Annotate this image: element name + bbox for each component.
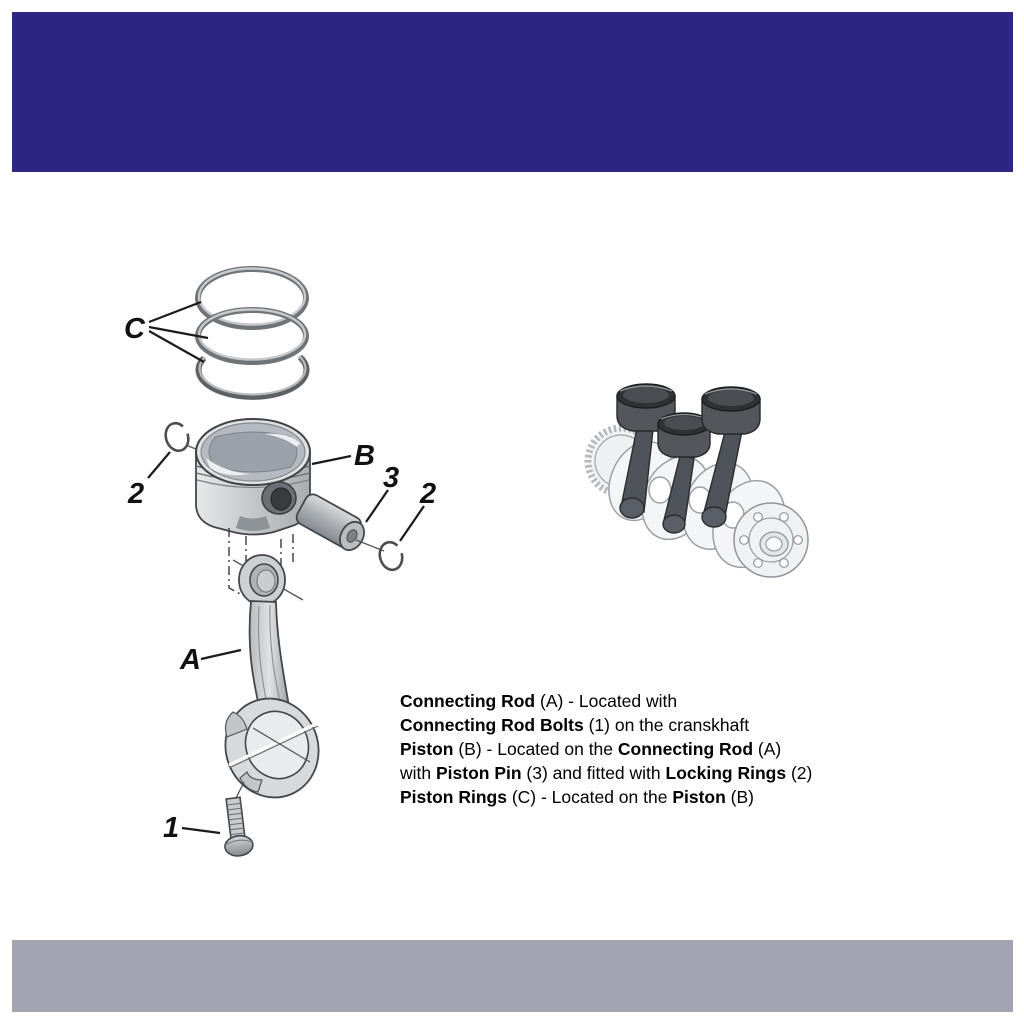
connecting-rod-bolt [163, 782, 254, 857]
callout-label-piston-rings: C [124, 313, 145, 345]
description-line: Connecting Rod Bolts (1) on the cranskhaft [400, 715, 750, 735]
piston-rings-callout [124, 302, 208, 362]
piston-callout [312, 440, 375, 472]
crankshaft-assembly [588, 384, 808, 579]
mini-piston-3 [702, 387, 760, 434]
description-line: Connecting Rod (A) - Located with [400, 691, 678, 711]
callout-label-piston: B [354, 440, 375, 472]
description [400, 689, 900, 809]
callout-label-locking-ring-right: 2 [420, 478, 437, 510]
callout-label-piston-pin: 3 [383, 462, 400, 494]
footer-banner [12, 940, 1013, 1012]
description-line: Piston (B) - Located on the Connecting Rod (A) [400, 739, 782, 759]
callout-label-bolt: 1 [163, 812, 180, 844]
piston-rings [198, 269, 307, 397]
callout-label-locking-ring-left: 2 [128, 478, 145, 510]
description-line: Piston Rings (C) - Located on the Piston (B) [400, 787, 755, 807]
description-line: with Piston Pin (3) and fitted with Locking Rings (2) [400, 763, 813, 783]
callout-label-connecting-rod: A [180, 644, 201, 676]
connecting-rod [179, 555, 333, 812]
piston [196, 419, 310, 535]
